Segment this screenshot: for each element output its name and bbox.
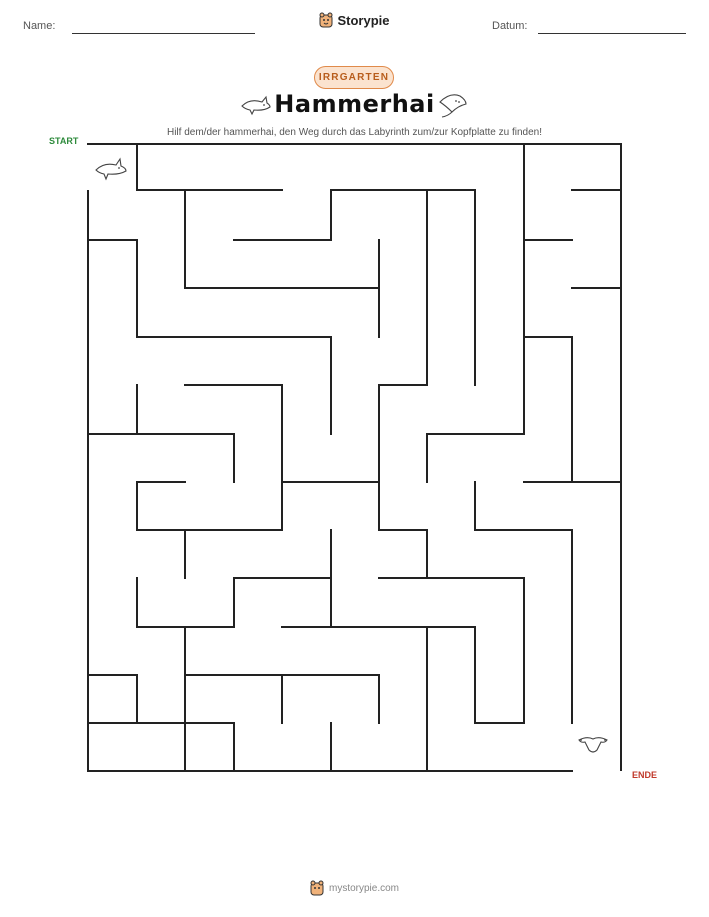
storypie-logo-icon <box>310 880 324 896</box>
maze-walls <box>88 144 621 771</box>
end-label: ENDE <box>632 770 658 780</box>
instructions: Hilf dem/der hammerhai, den Weg durch das Labyrinth zum/zur Kopfplatte zu finden! <box>166 127 542 138</box>
category-badge: IRRGARTEN <box>314 66 394 89</box>
page-title: Hammerhai <box>274 90 435 118</box>
end-hammerhead-icon <box>579 738 607 752</box>
start-shark-icon <box>96 159 126 179</box>
footer <box>0 880 709 901</box>
brand-name: Storypie <box>337 12 390 28</box>
footer-url[interactable]: mystorypie.com <box>328 882 399 894</box>
date-label: Datum: <box>492 20 528 32</box>
start-label: START <box>49 136 79 146</box>
name-label: Name: <box>23 20 56 32</box>
